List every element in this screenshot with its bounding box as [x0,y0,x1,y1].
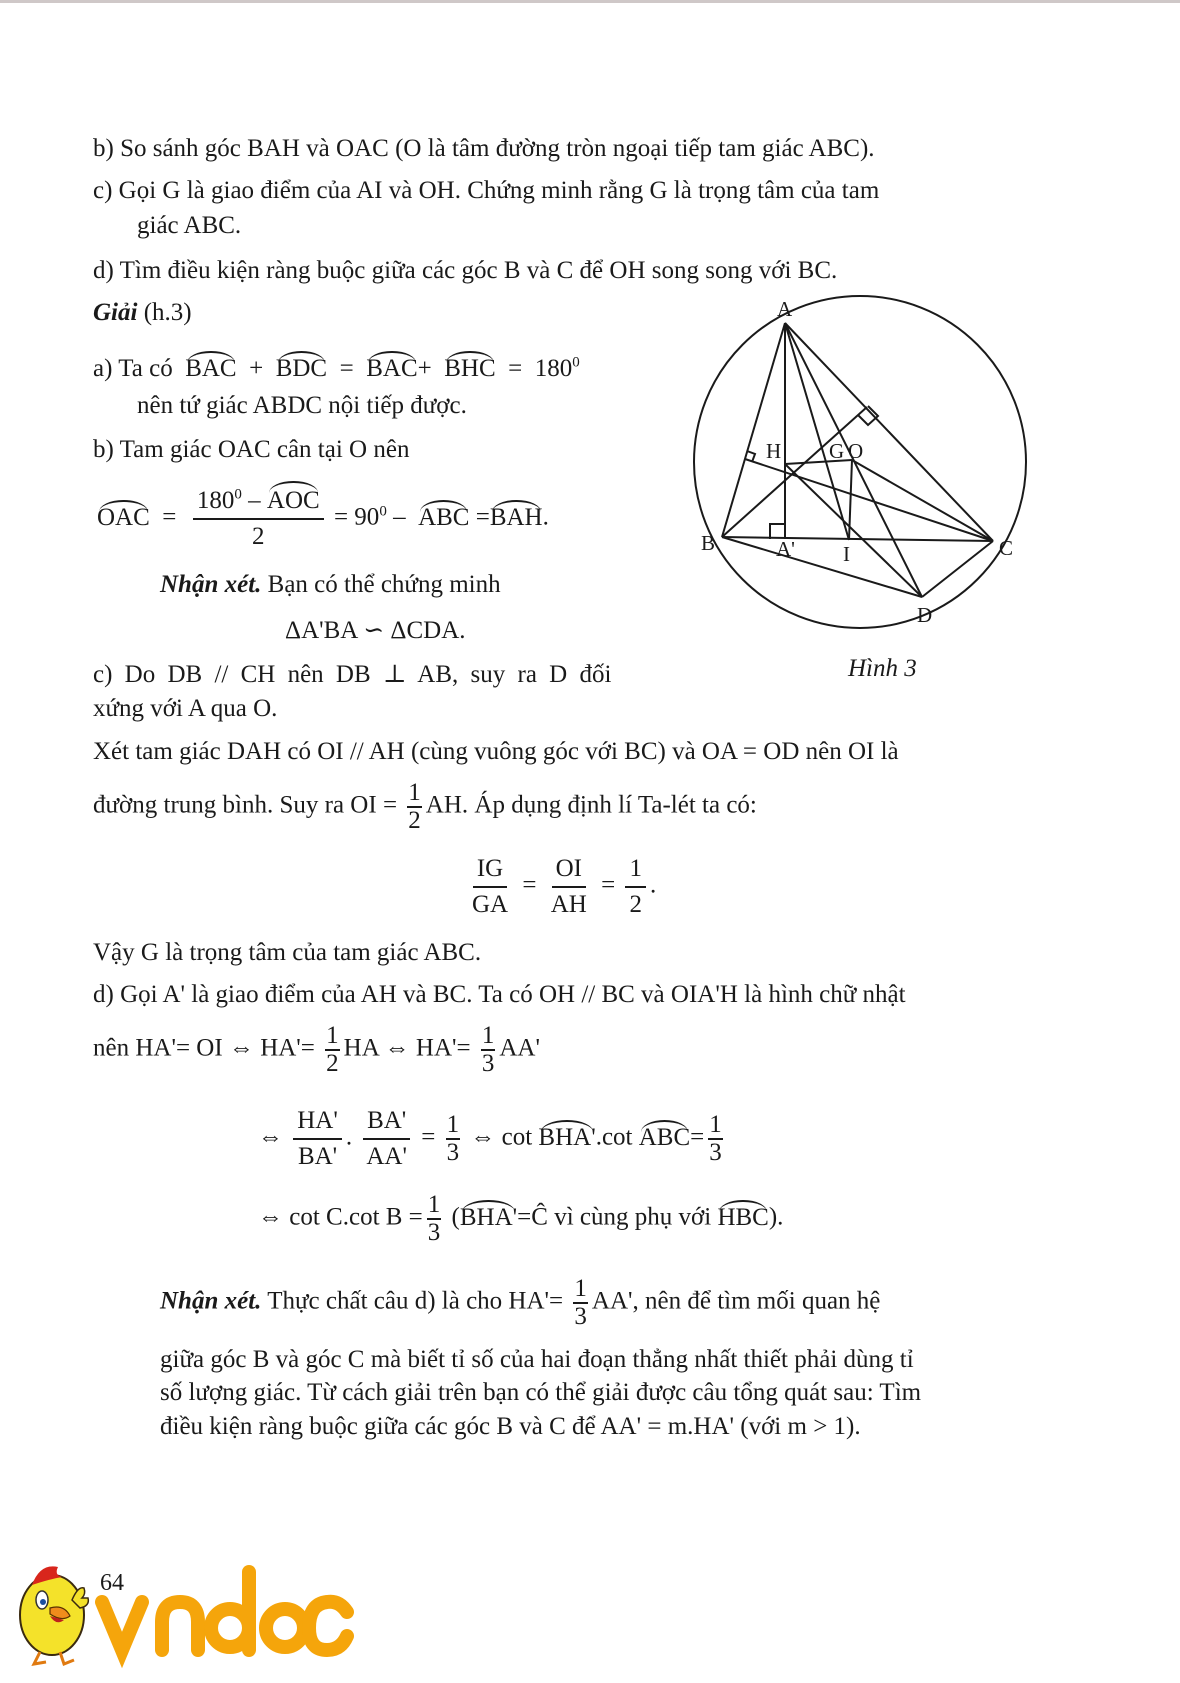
fraction-one-half [407,780,422,834]
solution-b-formula: OAC = $\frac{180^0 - AOC}{2}$ = $90^0$ – ABC =BAH. [97,484,549,554]
segment-bc [722,537,993,541]
equals-sign-2: = [508,355,523,382]
d-line4-a: ⇔ cot C.cot B = [258,1203,423,1231]
remark-2-line1 [160,1276,880,1330]
angle-bha-2: BHA' [459,1203,518,1231]
num: BA' [363,1104,410,1140]
solution-heading-ref: (h.3) [143,299,192,326]
equals-sign: = [522,871,537,899]
angle-bac-2: BAC [366,355,418,382]
fraction-third-2 [446,1112,461,1166]
page-number: 64 [100,1570,124,1596]
label-c: C [999,536,1014,560]
fraction-third-5 [573,1276,588,1330]
iff-cot: ⇔ cot [470,1123,533,1151]
den: GA [472,891,509,918]
remark-2-line2: giữa góc B và góc C mà biết tỉ số của hai đoạn thẳng nhất thiết phải dùng tỉ [160,1346,914,1373]
angle-abc-2: ABC [638,1123,691,1151]
solution-c-conclusion: Vậy G là trọng tâm của tam giác ABC. [93,939,482,966]
den: 3 [709,1139,722,1166]
num: 1 [326,1022,339,1049]
den: AA' [366,1143,407,1170]
num: 1 [574,1275,587,1302]
label-h: H [766,439,782,463]
angle-bhc: BHC [444,355,496,382]
num: 1 [446,1111,460,1138]
label-g: G [829,439,845,463]
solution-c-line1: c) Do DB // CH nên DB ⊥ AB, suy ra D đối [93,661,612,688]
d-line2-b: HA ⇔ HA'= [343,1034,471,1062]
solution-d-line2 [93,1023,540,1077]
label-d: D [917,603,933,627]
solution-heading-label: Giải [93,299,138,326]
vndoc-wordmark [102,1572,347,1650]
den: 3 [574,1303,587,1330]
label-i: I [843,542,850,566]
remark-2-a: Thực chất câu d) là cho HA'= [267,1287,564,1315]
problem-part-b: b) So sánh góc BAH và OAC (O là tâm đường tròn ngoại tiếp tam giác ABC). [93,135,875,162]
segment-ab [722,323,785,537]
c-line4-a: đường trung bình. Suy ra OI = [93,791,398,819]
fraction-third [481,1023,496,1077]
solution-c-line3: Xét tam giác DAH có OI // AH (cùng vuông góc với BC) và OA = OD nên OI là [93,738,899,765]
problem-part-d: d) Tìm điều kiện ràng buộc giữa các góc B và C để OH song song với BC. [93,257,838,284]
plus-sign: + [249,355,264,382]
top-border [0,0,1180,3]
label-a-prime: A' [776,537,795,561]
den: 3 [481,1050,495,1077]
den: 3 [427,1219,441,1246]
fraction-third-4 [427,1192,442,1246]
equals-sign: = [339,355,354,382]
remark-2-line4: điều kiện ràng buộc giữa các góc B và C để AA' = m.HA' (với m > 1). [160,1413,861,1440]
ninety: = 90 [333,503,380,531]
close-paren: ). [768,1203,784,1231]
fraction-ha-ba [293,1104,342,1174]
fraction-oi-ah [547,852,591,922]
remark-1-text: Bạn có thể chứng minh [267,571,501,598]
den: 3 [446,1139,460,1166]
figure-caption: Hình 3 [848,655,917,682]
degree-mark: 0 [572,354,580,371]
degree-mark: 0 [234,486,242,503]
fraction-third-3 [708,1112,723,1166]
num: OI [552,852,586,888]
num-180: 180 [196,487,235,514]
fraction-ba-aa [362,1104,411,1174]
c-line4-b: AH. Áp dụng định lí Ta-lét ta có: [425,791,757,819]
solution-b-line1: b) Tam giác OAC cân tại O nên [93,436,410,463]
remark-1-formula: ΔA'BA ∽ ΔCDA. [285,617,466,644]
minus-sign: – [248,487,261,514]
fraction-ig-ga [468,852,512,922]
angle-bdc: BDC [275,355,328,382]
angle-c-hat: Ĉ [531,1203,548,1231]
problem-part-c-line1: c) Gọi G là giao điểm của AI và OH. Chứng minh rằng G là trọng tâm của tam [93,177,880,204]
solution-c-line4 [93,780,757,834]
fraction-one-half-2 [625,852,646,922]
num: 1 [625,852,646,888]
remark-1 [160,570,501,600]
d-line2-a: nên HA'= OI ⇔ HA'= [93,1034,315,1062]
num: HA' [293,1104,342,1140]
vndoc-logo [0,1545,360,1683]
a-result: 180 [534,355,573,382]
d-line4-b: vì cùng phụ với [554,1203,712,1231]
remark-2-line3: số lượng giác. Từ cách giải trên bạn có thể giải được câu tổng quát sau: Tìm [160,1379,922,1406]
den: AH [550,891,587,918]
den: 2 [326,1050,339,1077]
angle-bha: BHA' [538,1123,596,1151]
angle-abc: ABC [418,503,470,531]
period: . [542,503,549,531]
open-paren: ( [451,1203,460,1231]
den-2: 2 [252,523,265,550]
angle-oac: OAC [97,503,150,531]
segment-ch [745,459,993,541]
den: BA' [297,1143,338,1170]
solution-d-line3 [258,1104,727,1174]
segment-cd [922,541,993,597]
equals-sign: = [690,1123,705,1151]
num: 1 [709,1111,722,1138]
solution-d-line1: d) Gọi A' là giao điểm của AH và BC. Ta có OH // BC và OIA'H là hình chữ nhật [93,981,906,1008]
ratio-formula [464,852,656,922]
solution-a-line1 [93,354,580,384]
remark-2-label: Nhận xét. [160,1287,262,1315]
solution-a-line2: nên tứ giác ABDC nội tiếp được. [137,392,467,419]
plus-sign-2: + [417,355,432,382]
solution-c-line2: xứng với A qua O. [93,695,278,722]
num: 1 [408,779,421,806]
fraction-half [325,1023,340,1077]
iff-arrow: ⇔ [258,1123,283,1151]
problem-part-c-line2: giác ABC. [137,212,242,239]
num: 1 [427,1191,441,1218]
angle-aoc: AOC [267,484,320,518]
den: 2 [408,807,421,834]
fraction-180-aoc [193,484,324,554]
solution-d-line4 [258,1192,783,1246]
degree-mark: 0 [379,503,387,520]
den: 2 [629,891,642,918]
d-line2-c: AA' [499,1034,540,1062]
remark-2-b: AA', nên để tìm mối quan hệ [591,1287,881,1315]
num: 1 [481,1022,495,1049]
angle-bac: BAC [185,355,237,382]
equals-sign: = [601,871,616,899]
cot-mid: .cot [595,1123,633,1151]
label-b: B [701,531,716,555]
equals-sign: = [517,1203,532,1231]
num: IG [473,852,507,888]
remark-1-label: Nhận xét. [160,571,262,598]
geometry-figure [690,290,1070,650]
solution-a-prefix: a) Ta có [93,355,173,382]
solution-heading [93,298,192,328]
dot: . [345,1123,353,1151]
angle-bah: BAH [489,503,543,531]
angle-hbc: HBC [717,1203,769,1231]
label-a: A [777,297,793,321]
period: . [649,871,657,899]
label-o: O [848,439,864,463]
chick-mascot-icon [20,1566,88,1664]
equals-sign: = [421,1123,436,1151]
